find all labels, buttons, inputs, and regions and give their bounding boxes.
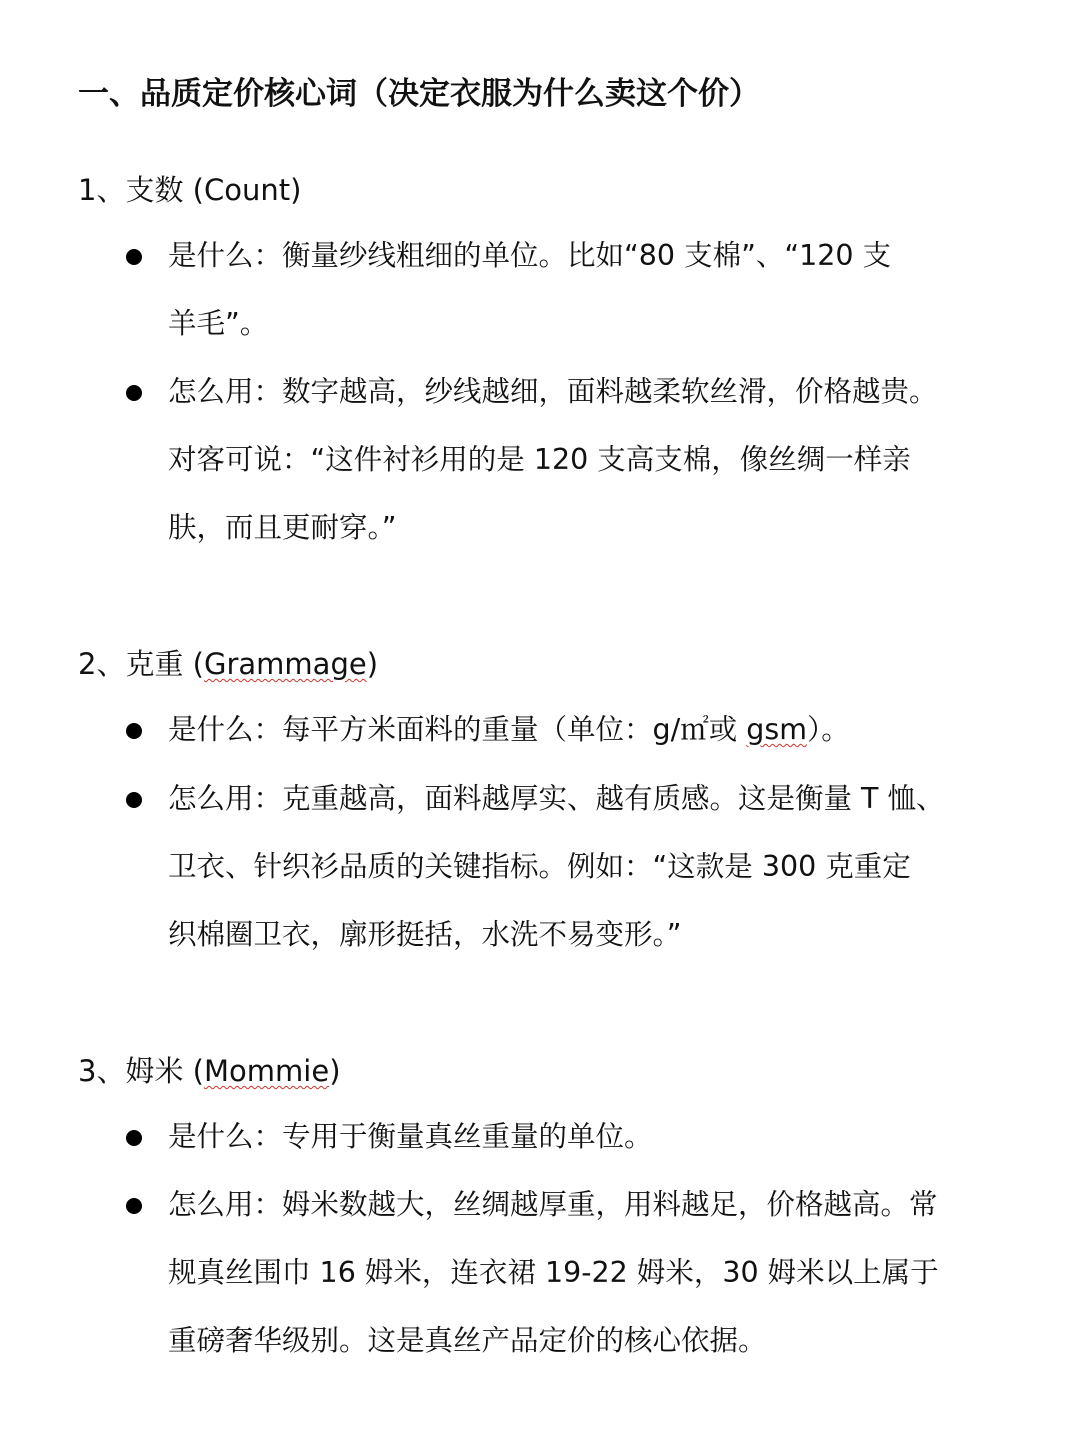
text-line: 肤，而且更耐穿。”: [168, 511, 397, 544]
open-paren: (: [183, 647, 205, 681]
spellcheck-marked-word: gsm: [746, 713, 807, 746]
text-line: 是什么：专用于衡量真丝重量的单位。: [168, 1120, 653, 1153]
bullet-text: [168, 696, 998, 764]
bullet-dot-icon: [126, 1198, 142, 1214]
bullet-dot-icon: [126, 723, 142, 739]
text-prefix: 是什么：每平方米面料的重量（单位：g/㎡或: [168, 713, 747, 746]
bullet-text: [168, 1171, 998, 1375]
text-line: 重磅奢华级别。这是真丝产品定价的核心依据。: [168, 1324, 767, 1357]
section-term: 姆米: [125, 1054, 184, 1088]
section-term: 克重: [125, 647, 184, 681]
section-title-grammage: [78, 642, 978, 686]
text-line: 怎么用：克重越高，面料越厚实、越有质感。这是衡量 T 恤、: [168, 782, 945, 815]
section-term: 支数: [125, 173, 184, 207]
bullet-text: [168, 1103, 998, 1171]
bullet-dot-icon: [126, 1130, 142, 1146]
text-line: 是什么：衡量纱线粗细的单位。比如“80 支棉”、“120 支: [168, 239, 892, 272]
text-line: 羊毛”。: [168, 307, 269, 340]
open-paren: (: [183, 1054, 205, 1088]
section-english-term: Grammage: [204, 647, 367, 681]
section-english-term: Mommie: [204, 1054, 330, 1088]
text-line: 规真丝围巾 16 姆米，连衣裙 19-22 姆米，30 姆米以上属于: [168, 1256, 939, 1289]
text-line: 对客可说：“这件衬衫用的是 120 支高支棉，像丝绸一样亲: [168, 443, 911, 476]
text-line: 怎么用：数字越高，纱线越细，面料越柔软丝滑，价格越贵。: [168, 375, 938, 408]
text-line: 卫衣、针织衫品质的关键指标。例如：“这款是 300 克重定: [168, 850, 911, 883]
close-paren: ): [290, 173, 302, 207]
close-paren: ): [366, 647, 379, 681]
section-english-term: Count: [204, 173, 291, 207]
close-paren: ): [329, 1054, 341, 1088]
bullet-dot-icon: [126, 385, 142, 401]
bullet-text: [168, 358, 998, 562]
text-line: [168, 696, 998, 764]
text-suffix: ）。: [806, 713, 850, 746]
section-title-count: [78, 168, 978, 212]
text-line: 织棉圈卫衣，廓形挺括，水洗不易变形。”: [168, 918, 682, 951]
bullet-dot-icon: [126, 249, 142, 265]
section-number: 3、: [78, 1054, 126, 1088]
text-line: 怎么用：姆米数越大，丝绸越厚重，用料越足，价格越高。常: [168, 1188, 938, 1221]
bullet-text: [168, 222, 998, 358]
section-number: 2、: [78, 647, 126, 681]
page-title: 一、品质定价核心词（决定衣服为什么卖这个价）: [78, 76, 760, 112]
open-paren: (: [183, 173, 205, 207]
bullet-text: [168, 765, 998, 969]
bullet-dot-icon: [126, 792, 142, 808]
section-number: 1、: [78, 173, 126, 207]
section-title-mommie: [78, 1049, 978, 1093]
